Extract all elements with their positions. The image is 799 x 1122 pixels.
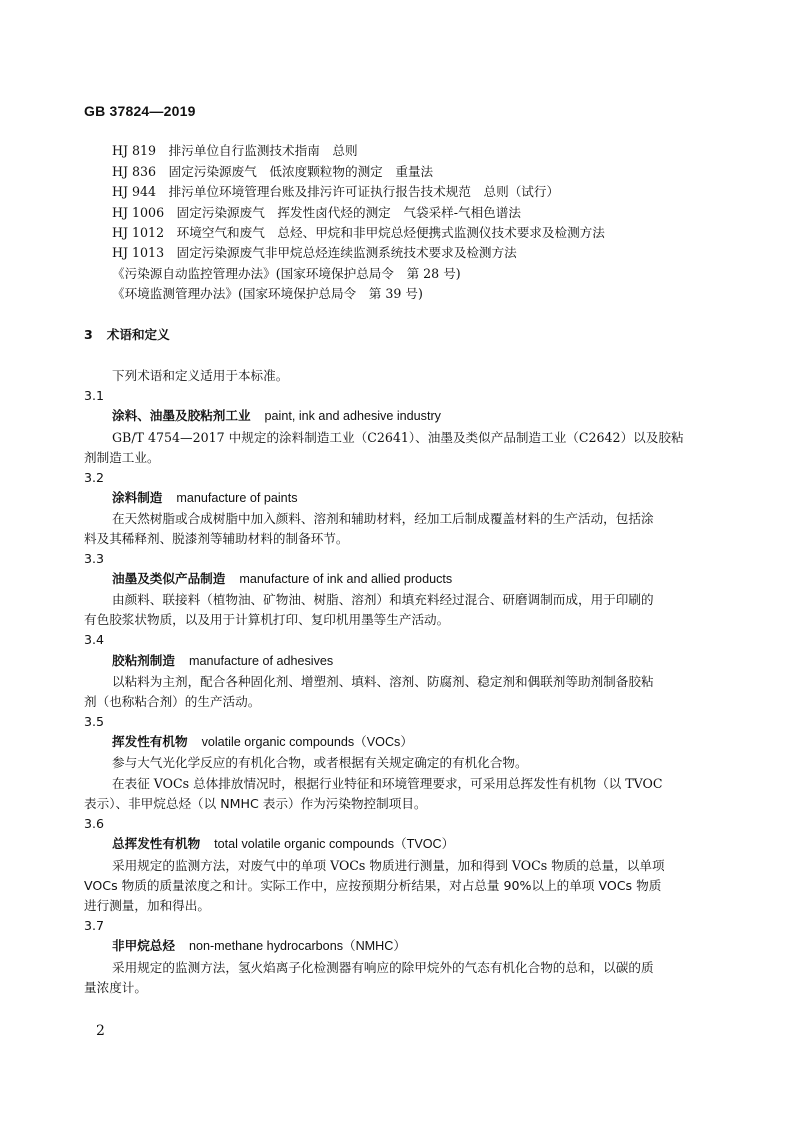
term-cn: 总挥发性有机物 — [112, 836, 201, 851]
term-definition: 由颜料、联接料（植物油、矿物油、树脂、溶剂）和填充料经过混合、研磨调制而成，用于印刷的 — [112, 592, 654, 607]
term-number: 3.7 — [84, 918, 105, 933]
term-definition: 量浓度计。 — [84, 980, 147, 995]
term-number: 3.4 — [84, 632, 105, 647]
reference-item: HJ 836 固定污染源废气 低浓度颗粒物的测定 重量法 — [112, 164, 434, 179]
term-en: manufacture of adhesives — [188, 654, 334, 668]
term-definition: 剂（也称粘合剂）的生产活动。 — [84, 694, 261, 709]
term-en: volatile organic compounds（VOCs） — [201, 735, 413, 749]
term-number: 3.5 — [84, 714, 105, 729]
term-definition: 料及其稀释剂、脱漆剂等辅助材料的制备环节。 — [84, 531, 349, 546]
term-definition: 剂制造工业。 — [84, 450, 160, 465]
term-cn: 油墨及类似产品制造 — [112, 571, 226, 586]
term-en: total volatile organic compounds（TVOC） — [214, 837, 455, 851]
reference-item: HJ 944 排污单位环境管理台账及排污许可证执行报告技术规范 总则（试行） — [112, 184, 560, 199]
reference-item: HJ 1006 固定污染源废气 挥发性卤代烃的测定 气袋采样-气相色谱法 — [112, 205, 521, 220]
section-intro: 下列术语和定义适用于本标准。 — [112, 368, 289, 383]
term-definition: GB/T 4754—2017 中规定的涂料制造工业（C2641）、油墨及类似产品制造工业（C2642）以及胶粘 — [112, 430, 684, 445]
term-definition: 有色胶浆状物质，以及用于计算机打印、复印机用墨等生产活动。 — [84, 612, 450, 627]
term-cn: 挥发性有机物 — [112, 734, 188, 749]
term-number: 3.3 — [84, 551, 105, 566]
reference-item: HJ 1013 固定污染源废气非甲烷总烃连续监测系统技术要求及检测方法 — [112, 245, 517, 260]
term-number: 3.6 — [84, 816, 105, 831]
term-en: manufacture of paints — [176, 491, 298, 505]
term-number: 3.2 — [84, 470, 105, 485]
term-definition: 进行测量，加和得出。 — [84, 898, 210, 913]
term-heading — [112, 488, 298, 508]
term-number: 3.1 — [84, 388, 105, 403]
reference-item: HJ 1012 环境空气和废气 总烃、甲烷和非甲烷总烃便携式监测仪技术要求及检测方法 — [112, 225, 605, 240]
term-definition: VOCs 物质的质量浓度之和计。实际工作中，应按预期分析结果，对占总量 90%以上的单项 VOCs 物质 — [84, 878, 662, 893]
reference-item: 《污染源自动监控管理办法》(国家环境保护总局令 第 28 号) — [112, 266, 461, 281]
term-definition: 在天然树脂或合成树脂中加入颜料、溶剂和辅助材料，经加工后制成覆盖材料的生产活动，包括涂 — [112, 511, 654, 526]
term-definition: 在表征 VOCs 总体排放情况时，根据行业特征和环境管理要求，可采用总挥发性有机物（以 TVOC — [112, 776, 663, 791]
section-heading — [84, 325, 170, 345]
term-definition: 表示）、非甲烷总烃（以 NMHC 表示）作为污染物控制项目。 — [84, 796, 427, 811]
term-definition: 参与大气光化学反应的有机化合物，或者根据有关规定确定的有机化合物。 — [112, 755, 528, 770]
term-heading — [112, 569, 452, 589]
section-title: 术语和定义 — [106, 327, 170, 342]
term-heading — [112, 936, 406, 956]
term-cn: 涂料、油墨及胶粘剂工业 — [112, 408, 251, 423]
term-cn: 涂料制造 — [112, 490, 163, 505]
term-heading — [112, 651, 333, 671]
reference-item: 《环境监测管理办法》(国家环境保护总局令 第 39 号) — [112, 286, 423, 301]
term-heading — [112, 732, 413, 752]
page-number: 2 — [96, 1023, 105, 1039]
term-en: paint, ink and adhesive industry — [264, 409, 441, 423]
reference-item: HJ 819 排污单位自行监测技术指南 总则 — [112, 143, 358, 158]
term-definition: 采用规定的监测方法，氢火焰离子化检测器有响应的除甲烷外的气态有机化合物的总和，以碳的质 — [112, 960, 654, 975]
term-definition: 采用规定的监测方法，对废气中的单项 VOCs 物质进行测量，加和得到 VOCs 物质的总量，以单项 — [112, 858, 665, 873]
term-cn: 非甲烷总烃 — [112, 938, 175, 953]
term-en: non-methane hydrocarbons（NMHC） — [188, 939, 406, 953]
section-number: 3 — [84, 327, 93, 342]
term-heading — [112, 406, 441, 426]
standard-number-header: GB 37824—2019 — [84, 103, 196, 119]
term-en: manufacture of ink and allied products — [239, 572, 453, 586]
term-heading — [112, 834, 454, 854]
term-definition: 以粘料为主剂，配合各种固化剂、增塑剂、填料、溶剂、防腐剂、稳定剂和偶联剂等助剂制备胶粘 — [112, 674, 654, 689]
term-cn: 胶粘剂制造 — [112, 653, 175, 668]
